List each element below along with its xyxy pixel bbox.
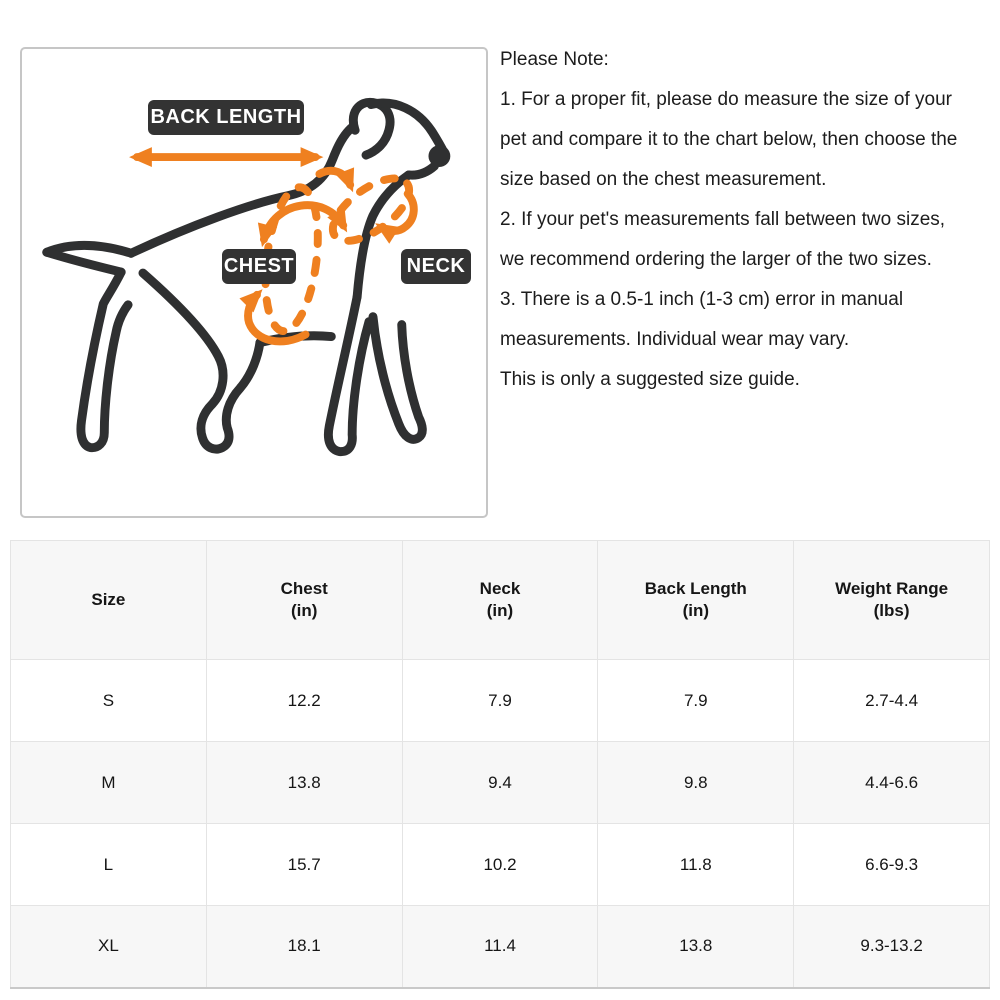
header-neck [402,541,598,660]
note-line: we recommend ordering the larger of the two sizes. [500,249,932,270]
back-length-cell: 13.8 [598,906,794,988]
header-unit: (in) [486,601,514,620]
header-unit: (in) [290,601,318,620]
chest-label: CHEST [222,249,296,284]
note-line: size based on the chest measurement. [500,169,827,190]
table-row-m [11,742,990,824]
chest-cell: 13.8 [206,742,402,824]
table-row-l [11,824,990,906]
size-cell: S [11,660,207,742]
header-label: Chest [280,579,328,598]
note-line: measurements. Individual wear may vary. [500,329,850,350]
note-title: Please Note: [500,49,609,70]
chest-cell: 15.7 [206,824,402,906]
dog-measurement-diagram [20,47,488,518]
neck-cell: 11.4 [402,906,598,988]
chest-cell: 18.1 [206,906,402,988]
weight-cell: 9.3-13.2 [794,906,990,988]
note-line: pet and compare it to the chart below, then choose the [500,129,958,150]
table-header-row [11,541,990,660]
weight-cell: 4.4-6.6 [794,742,990,824]
header-label: Neck [479,579,521,598]
neck-cell: 7.9 [402,660,598,742]
header-label: Size [91,590,126,609]
note-line: 3. There is a 0.5-1 inch (1-3 cm) error in manual [500,289,904,310]
size-cell: M [11,742,207,824]
note-line: 1. For a proper fit, please do measure the size of your [500,89,953,110]
header-size [11,541,207,660]
weight-cell: 6.6-9.3 [794,824,990,906]
header-unit: (lbs) [873,601,910,620]
header-label: Back Length [644,579,747,598]
neck-cell: 10.2 [402,824,598,906]
header-chest [206,541,402,660]
back-length-label: BACK LENGTH [148,100,304,135]
table-row-s [11,660,990,742]
table-row-xl [11,906,990,988]
weight-cell: 2.7-4.4 [794,660,990,742]
note-line: This is only a suggested size guide. [500,369,800,390]
header-back-length [598,541,794,660]
header-unit: (in) [682,601,709,620]
back-length-cell: 7.9 [598,660,794,742]
back-length-cell: 11.8 [598,824,794,906]
note-line: 2. If your pet's measurements fall between two sizes, [500,209,946,230]
back-length-cell: 9.8 [598,742,794,824]
chest-cell: 12.2 [206,660,402,742]
size-cell: L [11,824,207,906]
size-chart-table [10,540,990,989]
header-label: Weight Range [835,579,949,598]
neck-label: NECK [401,249,471,284]
neck-cell: 9.4 [402,742,598,824]
size-cell: XL [11,906,207,988]
header-weight-range [794,541,990,660]
please-note-section [500,40,998,400]
